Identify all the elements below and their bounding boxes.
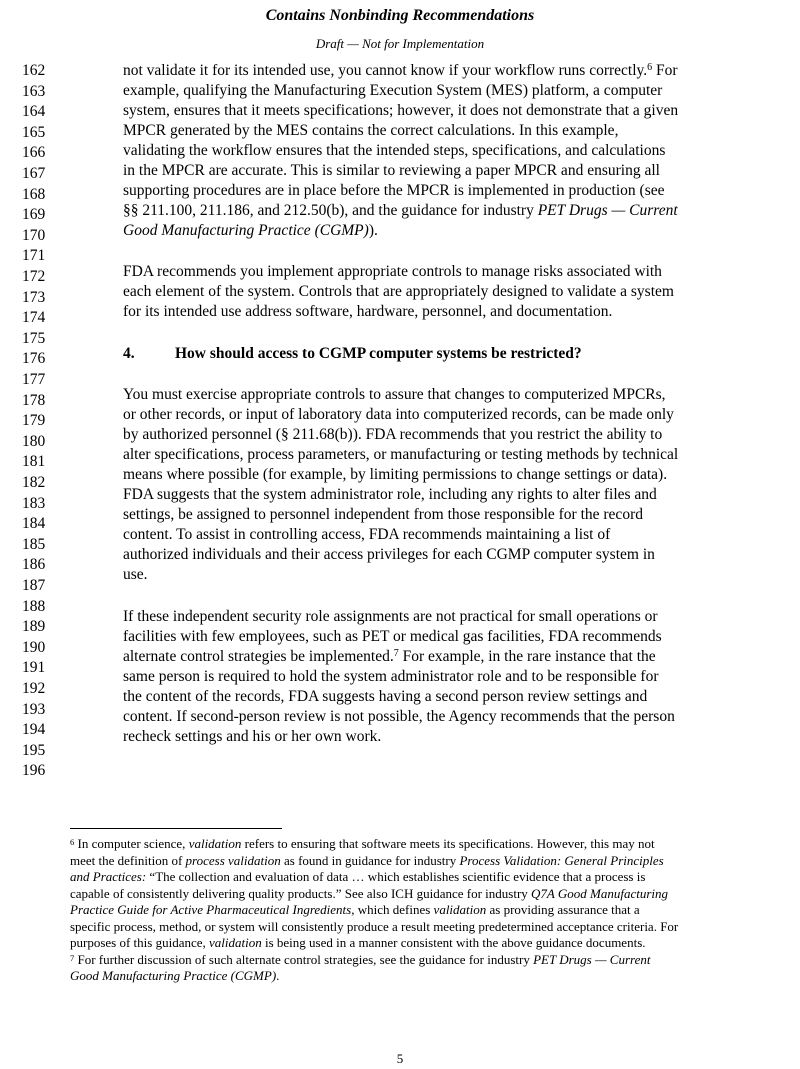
line-number: 167 bbox=[22, 165, 46, 182]
body-line: use. bbox=[123, 566, 148, 583]
text-run: . bbox=[276, 968, 280, 983]
footnote-line bbox=[70, 853, 664, 870]
body-line: validating the workflow ensures that the intended steps, specifications, and calculations bbox=[123, 142, 666, 159]
text-run: For bbox=[652, 62, 678, 79]
text-run: is being used in a manner consistent with the above guidance documents. bbox=[261, 935, 646, 950]
line-number: 176 bbox=[22, 350, 46, 368]
text-run: Process Validation: General Principles bbox=[459, 852, 664, 868]
text-run: Practice Guide for Active Pharmaceutical Ingredients, bbox=[70, 902, 355, 917]
body-line bbox=[123, 61, 763, 81]
text-run: In computer science, bbox=[74, 836, 189, 851]
body-line: content. If second-person review is not possible, the Agency recommends that the person bbox=[123, 708, 675, 725]
line-number: 187 bbox=[22, 577, 46, 594]
footnote-line: specific process, method, or system will consistently produce a result meeting predetermined acceptance criteria. For bbox=[70, 918, 679, 934]
text-run: alternate control strategies be implemented. bbox=[123, 648, 394, 665]
text-run: refers to ensuring that software meets its specifications. However, this may not bbox=[241, 836, 655, 851]
body-line: system, ensures that it meets specifications; however, it does not demonstrate that a given bbox=[123, 102, 679, 119]
line-number: 194 bbox=[22, 721, 46, 739]
line-number: 180 bbox=[22, 432, 46, 450]
body-line: in the MPCR are accurate. This is similar to reviewing a paper MPCR and ensuring all bbox=[123, 162, 660, 179]
line-number: 191 bbox=[22, 659, 46, 677]
body-line: means where possible (for example, by limiting permissions to change settings or data). bbox=[123, 466, 668, 483]
text-run: validation bbox=[433, 902, 487, 917]
text-run: not validate it for its intended use, you cannot know if your workflow runs correctly. bbox=[123, 62, 648, 79]
footnote-line bbox=[70, 886, 668, 903]
body-line: recheck settings and his or her own work. bbox=[123, 728, 382, 745]
line-number: 196 bbox=[22, 762, 46, 780]
section-heading: How should access to CGMP computer systems be restricted? bbox=[175, 345, 582, 362]
line-number: 192 bbox=[22, 680, 46, 697]
footnote-line bbox=[70, 968, 279, 985]
line-number: 165 bbox=[22, 123, 46, 141]
body-line bbox=[123, 221, 763, 241]
body-line bbox=[123, 201, 763, 221]
line-number: 170 bbox=[22, 226, 46, 244]
text-run: Good Manufacturing Practice (CGMP) bbox=[70, 968, 277, 983]
line-number: 172 bbox=[22, 268, 46, 285]
body-line: for its intended use address software, hardware, personnel, and documentation. bbox=[123, 303, 613, 320]
body-line: FDA recommends you implement appropriate controls to manage risks associated with bbox=[123, 263, 662, 280]
body-line: example, qualifying the Manufacturing Execution System (MES) platform, a computer bbox=[123, 82, 663, 99]
line-number: 186 bbox=[22, 556, 46, 574]
body-line: FDA suggests that the system administrator role, including any rights to alter files and bbox=[123, 486, 657, 503]
body-line: same person is required to hold the system administrator role and to be responsible for bbox=[123, 668, 659, 685]
text-run: §§ 211.100, 211.186, and 212.50(b), and the guidance for industry bbox=[123, 202, 538, 219]
line-number: 195 bbox=[22, 741, 46, 759]
body-line: content. To assist in controlling access, FDA recommends maintaining a list of bbox=[123, 526, 611, 543]
line-number: 188 bbox=[22, 597, 46, 615]
body-line: facilities with few employees, such as PET or medical gas facilities, FDA recommends bbox=[123, 628, 662, 645]
footnote-line bbox=[70, 935, 646, 952]
text-run: as providing assurance that a bbox=[486, 902, 640, 917]
line-number: 177 bbox=[22, 371, 46, 388]
page-header-subtitle: Draft — Not for Implementation bbox=[315, 36, 485, 51]
line-number: 168 bbox=[22, 185, 46, 203]
text-run: validation bbox=[209, 935, 262, 950]
body-line: by authorized personnel (§ 211.68(b)). FDA recommends that you restrict the ability to bbox=[123, 426, 663, 443]
text-run: and Practices: bbox=[70, 869, 147, 884]
line-number: 178 bbox=[22, 391, 46, 409]
line-number: 166 bbox=[22, 144, 46, 162]
text-run: PET Drugs — Current bbox=[533, 951, 651, 967]
text-run: “The collection and evaluation of data … which establishes scientific evidence that a process is bbox=[146, 869, 646, 884]
footnote-separator bbox=[70, 828, 282, 829]
line-number: 173 bbox=[22, 288, 46, 306]
text-run: For further discussion of such alternate control strategies, see the guidance for industry bbox=[74, 951, 534, 967]
line-number: 171 bbox=[22, 247, 46, 265]
line-number: 189 bbox=[22, 618, 46, 636]
line-number: 169 bbox=[22, 206, 46, 224]
body-line: You must exercise appropriate controls to assure that changes to computerized MPCRs, bbox=[123, 386, 666, 403]
text-run: process validation bbox=[185, 852, 281, 868]
line-number: 190 bbox=[22, 638, 46, 656]
line-number: 184 bbox=[22, 515, 46, 533]
body-line: MPCR generated by the MES contains the correct calculations. In this example, bbox=[123, 122, 619, 139]
guidance-title: PET Drugs — Current bbox=[537, 202, 678, 219]
body-line: each element of the system. Controls that are appropriately designed to validate a system bbox=[123, 283, 674, 300]
line-number: 162 bbox=[22, 62, 46, 79]
line-number: 183 bbox=[22, 494, 46, 512]
page-header-title: Contains Nonbinding Recommendations bbox=[265, 7, 535, 24]
line-number: 174 bbox=[22, 309, 46, 327]
footnote-marker: 6 bbox=[70, 837, 75, 847]
body-line: settings, be assigned to personnel independent from those responsible for the record bbox=[123, 506, 643, 523]
line-number: 182 bbox=[22, 474, 46, 491]
line-number: 164 bbox=[22, 103, 46, 121]
body-line: the content of the records, FDA suggests having a second person review settings and bbox=[123, 688, 648, 705]
line-number: 181 bbox=[22, 453, 46, 471]
line-number: 193 bbox=[22, 700, 46, 718]
footnote-line bbox=[70, 869, 645, 886]
line-number: 175 bbox=[22, 329, 46, 347]
body-line: or other records, or input of laboratory data into computerized records, can be made only bbox=[123, 406, 674, 423]
footnote-marker: 7 bbox=[70, 952, 75, 963]
text-run: validation bbox=[188, 836, 242, 851]
body-line: supporting procedures are in place before the MPCR is implemented in production (see bbox=[123, 182, 665, 199]
section-heading-number: 4. bbox=[123, 345, 135, 362]
footnote-ref-6: 6 bbox=[647, 62, 653, 73]
text-run: Q7A Good Manufacturing bbox=[531, 885, 669, 901]
line-number: 185 bbox=[22, 535, 46, 553]
footnote-line bbox=[70, 836, 655, 853]
footnote-ref-7: 7 bbox=[393, 648, 399, 659]
guidance-title: Good Manufacturing Practice (CGMP) bbox=[123, 222, 369, 239]
text-run: ). bbox=[368, 222, 378, 239]
body-line: If these independent security role assignments are not practical for small operations or bbox=[123, 608, 658, 625]
footnote-line bbox=[70, 902, 640, 919]
text-run: which defines bbox=[354, 902, 434, 917]
text-run: capable of consistently delivering quality products.” See also ICH guidance for industry bbox=[70, 885, 532, 901]
text-run: For example, in the rare instance that the bbox=[398, 648, 656, 665]
body-line: authorized individuals and their access privileges for each CGMP computer system in bbox=[123, 546, 655, 563]
line-number: 163 bbox=[22, 82, 46, 100]
body-line: alter specifications, process parameters, or manufacturing or testing methods by technical bbox=[123, 446, 679, 463]
text-run: purposes of this guidance, bbox=[70, 935, 210, 950]
footnote-line bbox=[70, 952, 650, 969]
body-line bbox=[123, 647, 763, 667]
text-run: as found in guidance for industry bbox=[280, 852, 460, 868]
line-number: 179 bbox=[22, 412, 46, 430]
text-run: meet the definition of bbox=[70, 852, 186, 868]
page-number: 5 bbox=[396, 1051, 404, 1066]
